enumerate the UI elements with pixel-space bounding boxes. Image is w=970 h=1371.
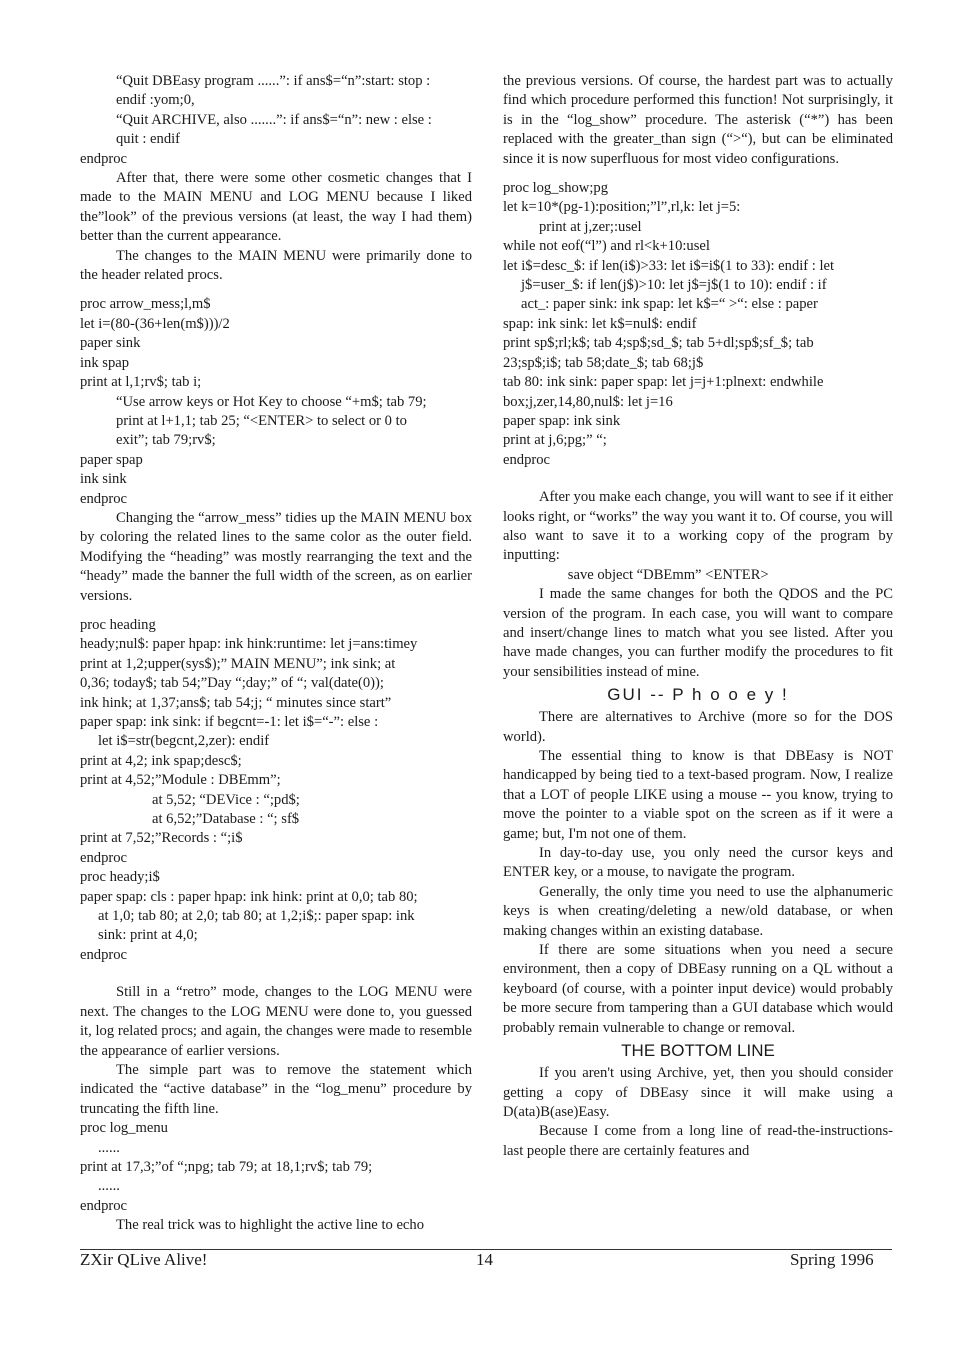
body-paragraph: the previous versions. Of course, the hardest part was to actually find which procedure performed this function! Not surprisingly, it is in the “log_show” procedure. The asterisk (“*”) has been replaced with the greater_than sign (“>“), but can be eliminated since it is now superfluous for most video configurations. [503, 73, 893, 167]
code-line: endproc [80, 490, 128, 507]
code-line: j$=user_$: if len(j$)>10: let j$=j$(1 to 10): endif : if [521, 277, 827, 294]
code-line: ink sink [80, 471, 127, 488]
code-line: paper spap [80, 451, 143, 468]
code-line: exit”; tab 79;rv$; [116, 432, 216, 449]
body-paragraph: The real trick was to highlight the active line to echo [116, 1217, 424, 1234]
section-heading: THE BOTTOM LINE [621, 1041, 775, 1061]
code-line: print at 17,3;”of “;npg; tab 79; at 18,1;rv$; tab 79; [80, 1158, 373, 1175]
code-line: paper spap: ink sink [503, 412, 621, 429]
code-line: let k=10*(pg-1):position;”l”,rl,k: let j=5: [503, 199, 741, 216]
code-line: ...... [98, 1139, 120, 1156]
body-paragraph: In day-to-day use, you only need the cursor keys and ENTER key, or a mouse, to navigate the program. [503, 845, 893, 881]
code-line: let i=(80-(36+len(m$)))/2 [80, 315, 230, 332]
footer-issue-date: Spring 1996 [790, 1250, 874, 1269]
code-line: proc log_menu [80, 1120, 168, 1137]
code-line: at 5,52; “DEVice : “;pd$; [152, 791, 300, 808]
body-paragraph: Generally, the only time you need to use the alphanumeric keys is when creating/deleting a new/old database, or when making changes within an existing database. [503, 883, 893, 939]
code-line: while not eof(“l”) and rl<k+10:usel [503, 238, 710, 255]
code-line: “Quit ARCHIVE, also .......”: if ans$=“n”: new : else : [116, 111, 432, 128]
code-line: save object “DBEmm” <ENTER> [567, 566, 769, 583]
code-line: endproc [503, 451, 551, 468]
section-heading: GUI -- P h o o e y ! [607, 685, 789, 705]
body-paragraph: The simple part was to remove the statement which indicated the “active database” in the “log_menu” procedure by truncating the fifth line. [80, 1061, 472, 1117]
spacer [503, 169, 893, 179]
code-line: ...... [98, 1178, 120, 1195]
code-line: at 1,0; tab 80; at 2,0; tab 80; at 1,2;i$;: paper spap: ink [98, 908, 415, 925]
body-paragraph: There are alternatives to Archive (more so for the DOS world). [503, 709, 893, 745]
code-line: endproc [80, 946, 128, 963]
code-line: paper sink [80, 335, 141, 352]
code-line: spap: ink sink: let k$=nul$: endif [503, 315, 697, 332]
code-line: ink hink; at 1,37;ans$; tab 54;j; “ minutes since start” [80, 694, 392, 711]
code-line: act_: paper sink: ink spap: let k$=“ >“: else : paper [521, 296, 818, 313]
code-line: box;j,zer,14,80,nul$: let j=16 [503, 393, 673, 410]
code-line: proc heady;i$ [80, 869, 160, 886]
code-line: print at l,1;rv$; tab i; [80, 374, 202, 391]
code-line: “Use arrow keys or Hot Key to choose “+m$; tab 79; [116, 393, 427, 410]
code-line: paper spap: ink sink: if begcnt=-1: let i$=“-”: else : [80, 714, 379, 730]
code-line: 23;sp$;i$; tab 58;date_$; tab 68;j$ [503, 354, 704, 371]
code-line: print at 7,52;”Records : “;i$ [80, 830, 243, 847]
code-line: 0,36; today$; tab 54;”Day “;day;” of “; val(date(0)); [80, 675, 384, 692]
code-line: endif :yom;0, [116, 92, 195, 109]
spacer [503, 470, 893, 488]
spacer [80, 606, 472, 616]
code-line: sink: print at 4,0; [98, 927, 198, 944]
footer-publication-title: ZXir QLive Alive! [80, 1250, 208, 1269]
code-line: “Quit DBEasy program ......”: if ans$=“n”:start: stop : [116, 73, 431, 89]
body-paragraph: The changes to the MAIN MENU were primarily done to the header related procs. [80, 247, 472, 284]
code-line: endproc [80, 849, 128, 866]
body-paragraph: The essential thing to know is that DBEasy is NOT handicapped by being tied to a text-based program. Now, I realize that a LOT of people LIKE using a mouse -- you know, trying to move the pointer to a viable spot on the screen as if it were a game; but, I'm not one of them. [503, 748, 893, 842]
code-line: let i$=str(begcnt,2,zer): endif [98, 733, 270, 750]
code-line: print sp$;rl;k$; tab 4;sp$;sd_$; tab 5+dl;sp$;sf_$; tab [503, 335, 814, 352]
spacer [80, 965, 472, 983]
code-line: heady;nul$: paper hpap: ink hink:runtime: let j=ans:timey [80, 636, 418, 653]
code-line: endproc [80, 1197, 128, 1214]
code-line: print at 1,2;upper(sys$);” MAIN MENU”; ink sink; at [80, 655, 396, 672]
body-paragraph: Still in a “retro” mode, changes to the LOG MENU were next. The changes to the LOG MENU were done to, you guessed it, log related procs; and again, the changes were made to resemble the appearance of earlier versions. [80, 984, 472, 1059]
code-line: at 6,52;”Database : “; sf$ [152, 811, 300, 828]
code-line: print at j,zer;:usel [539, 218, 642, 235]
code-line: print at j,6;pg;” “; [503, 432, 607, 449]
code-line: paper spap: cls : paper hpap: ink hink: print at 0,0; tab 80; [80, 888, 418, 905]
body-paragraph: After that, there were some other cosmetic changes that I made to the MAIN MENU and LOG MENU because I liked the”look” of the previous versions (at least, the way I had them) better than the current appearance. [80, 170, 472, 245]
right-column [503, 72, 893, 1161]
code-line: print at 4,2; ink spap;desc$; [80, 752, 242, 769]
code-line: ink spap [80, 354, 130, 371]
code-line: let i$=desc_$: if len(i$)>33: let i$=i$(1 to 33): endif : let [503, 257, 835, 274]
left-column [80, 72, 472, 1236]
footer-page-number: 14 [476, 1250, 493, 1269]
body-paragraph: If there are some situations when you need a secure environment, then a copy of DBEasy running on a QL without a keyboard (of course, with a pointer input device) would probably be more secure from tampering than a GUI database which would probably remain vulnerable to change or removal. [503, 942, 893, 1036]
code-line: tab 80: ink sink: paper spap: let j=j+1:plnext: endwhile [503, 374, 824, 391]
body-paragraph: Because I come from a long line of read-the-instructions-last people there are certainly features and [503, 1123, 893, 1159]
body-paragraph: If you aren't using Archive, yet, then you should consider getting a copy of DBEasy since it will make using a D(ata)B(ase)Easy. [503, 1065, 893, 1120]
code-line: quit : endif [116, 131, 181, 148]
body-paragraph: After you make each change, you will want to see if it either looks right, or “works” the way you want it to. Of course, you will also want to save it to a working copy of the program by inputting: [503, 489, 893, 564]
body-paragraph: I made the same changes for both the QDOS and the PC version of the program. In each case, you will want to compare and insert/change lines to match what you see listed. After you have made changes, you can further modify the procedures to fit your sensibilities instead of mine. [503, 586, 893, 680]
code-line: proc log_show;pg [503, 180, 608, 197]
body-paragraph: Changing the “arrow_mess” tidies up the MAIN MENU box by coloring the related lines to the same color as the outer field. Modifying the “heading” was mostly rearranging the text and the “heady” made the banner the full width of the screen, as on earlier versions. [80, 509, 472, 604]
spacer [80, 285, 472, 295]
code-line: proc arrow_mess;l,m$ [80, 296, 211, 313]
code-line: proc heading [80, 616, 156, 633]
code-line: print at l+1,1; tab 25; “<ENTER> to select or 0 to [116, 412, 407, 429]
code-line: endproc [80, 150, 128, 167]
code-line: print at 4,52;”Module : DBEmm”; [80, 772, 281, 789]
